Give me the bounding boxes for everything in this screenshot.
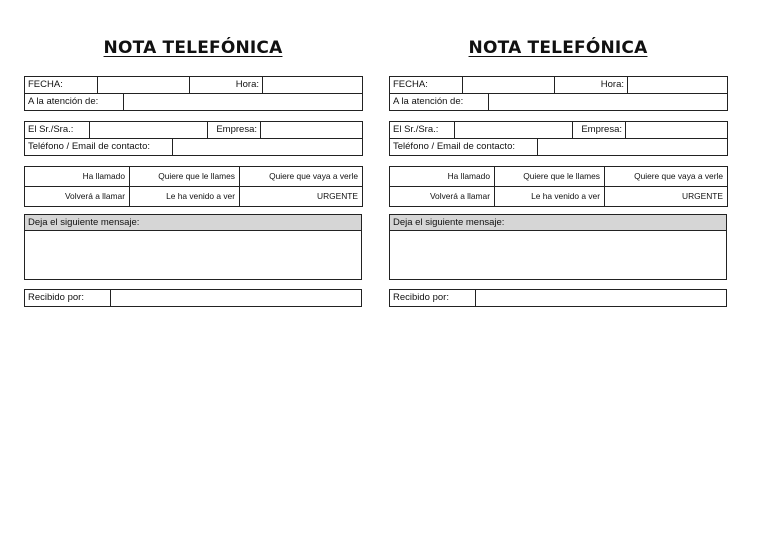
telefono-field[interactable] bbox=[537, 139, 727, 155]
recibido-field[interactable] bbox=[476, 290, 727, 307]
fecha-label: FECHA: bbox=[25, 77, 98, 94]
message-label: Deja el siguiente mensaje: bbox=[25, 215, 361, 231]
option-urgente[interactable]: URGENTE bbox=[240, 187, 363, 207]
message-field[interactable] bbox=[25, 231, 361, 279]
atencion-label: A la atención de: bbox=[390, 94, 488, 110]
telefono-label: Teléfono / Email de contacto: bbox=[390, 139, 537, 155]
received-table bbox=[389, 289, 727, 307]
call-options-table bbox=[24, 166, 363, 207]
telefono-field[interactable] bbox=[172, 139, 362, 155]
form-title: NOTA TELEFÓNICA bbox=[103, 38, 283, 58]
option-quiere-llames[interactable]: Quiere que le llames bbox=[495, 167, 605, 187]
message-box bbox=[389, 214, 727, 280]
recibido-label: Recibido por: bbox=[390, 290, 476, 307]
option-ha-venido[interactable]: Le ha venido a ver bbox=[495, 187, 605, 207]
option-quiere-vaya[interactable]: Quiere que vaya a verle bbox=[240, 167, 363, 187]
atencion-label: A la atención de: bbox=[25, 94, 123, 110]
hora-label: Hora: bbox=[190, 77, 263, 94]
caller-table bbox=[389, 121, 728, 156]
date-recipient-table bbox=[24, 76, 363, 111]
option-ha-llamado[interactable]: Ha llamado bbox=[390, 167, 495, 187]
option-ha-llamado[interactable]: Ha llamado bbox=[25, 167, 130, 187]
recibido-field[interactable] bbox=[111, 290, 362, 307]
call-options-table bbox=[389, 166, 728, 207]
caller-table bbox=[24, 121, 363, 156]
message-label: Deja el siguiente mensaje: bbox=[390, 215, 726, 231]
hora-label: Hora: bbox=[555, 77, 628, 94]
atencion-field[interactable] bbox=[488, 94, 727, 110]
empresa-label: Empresa: bbox=[208, 122, 261, 139]
form-title: NOTA TELEFÓNICA bbox=[468, 38, 648, 58]
message-field[interactable] bbox=[390, 231, 726, 279]
recibido-label: Recibido por: bbox=[25, 290, 111, 307]
option-ha-venido[interactable]: Le ha venido a ver bbox=[130, 187, 240, 207]
empresa-label: Empresa: bbox=[573, 122, 626, 139]
sr-label: El Sr./Sra.: bbox=[390, 122, 455, 139]
date-recipient-table bbox=[389, 76, 728, 111]
option-volvera[interactable]: Volverá a llamar bbox=[25, 187, 130, 207]
option-quiere-vaya[interactable]: Quiere que vaya a verle bbox=[605, 167, 728, 187]
received-table bbox=[24, 289, 362, 307]
sr-field[interactable] bbox=[90, 122, 208, 139]
fecha-field[interactable] bbox=[98, 77, 190, 94]
fecha-field[interactable] bbox=[463, 77, 555, 94]
hora-field[interactable] bbox=[263, 77, 363, 94]
message-box bbox=[24, 214, 362, 280]
option-volvera[interactable]: Volverá a llamar bbox=[390, 187, 495, 207]
empresa-field[interactable] bbox=[261, 122, 363, 139]
telefono-label: Teléfono / Email de contacto: bbox=[25, 139, 172, 155]
hora-field[interactable] bbox=[628, 77, 728, 94]
empresa-field[interactable] bbox=[626, 122, 728, 139]
option-urgente[interactable]: URGENTE bbox=[605, 187, 728, 207]
option-quiere-llames[interactable]: Quiere que le llames bbox=[130, 167, 240, 187]
atencion-field[interactable] bbox=[123, 94, 362, 110]
fecha-label: FECHA: bbox=[390, 77, 463, 94]
sr-field[interactable] bbox=[455, 122, 573, 139]
sr-label: El Sr./Sra.: bbox=[25, 122, 90, 139]
